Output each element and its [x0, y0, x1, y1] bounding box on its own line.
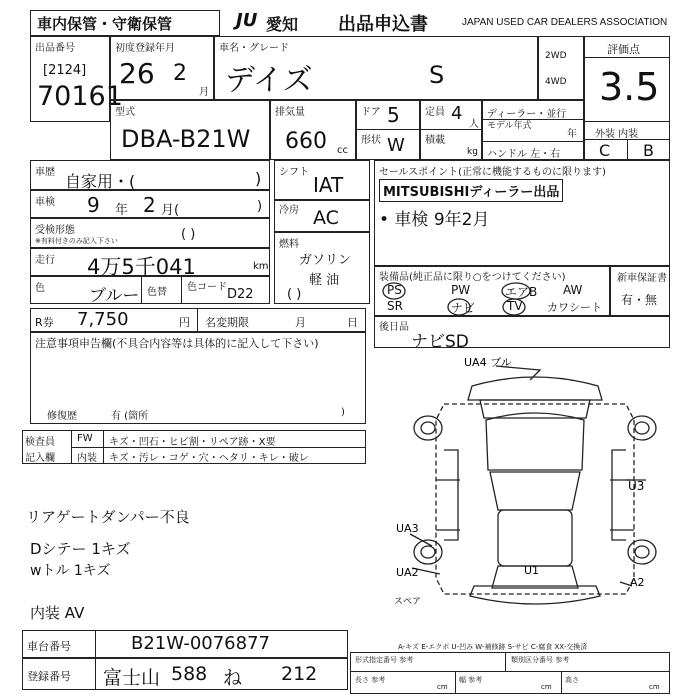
dealer-label: ディーラー・並行: [487, 109, 567, 120]
car-name-label: 車名・グレード: [219, 43, 289, 54]
equip-airbag: エアB: [505, 285, 538, 299]
mileage-label: 走行: [35, 255, 55, 266]
fuel-gas: ガソリン: [299, 253, 352, 268]
shape-value: W: [387, 135, 405, 156]
model-label: 型式: [115, 107, 135, 118]
diagram-label-right: U3: [628, 479, 645, 493]
car-name: デイズ: [225, 63, 313, 98]
recycle-value: 7,750: [77, 309, 129, 330]
equip-aw: AW: [563, 283, 583, 297]
interior-items: キズ・汚レ・コゲ・穴・ヘタリ・キレ・破レ: [109, 453, 309, 464]
association-name: JAPAN USED CAR DEALERS ASSOCIATION: [462, 17, 668, 28]
repair-label: 修復歴: [47, 411, 77, 422]
equip-tv: TV: [507, 299, 523, 313]
history-row: [30, 160, 270, 190]
car-damage-diagram: [394, 356, 670, 622]
ac-label: 冷房: [279, 205, 299, 216]
recycle-label: R券: [35, 316, 54, 329]
shaken-row: [30, 190, 270, 218]
diagram-label-left-mid: UA3: [396, 522, 419, 535]
length-unit: cm: [437, 683, 448, 691]
lot-small: [2124]: [43, 63, 87, 78]
chassis-number: B21W-0076877: [131, 633, 270, 654]
aftermarket-label: 後日品: [379, 322, 409, 333]
shift-label: シフト: [279, 167, 309, 178]
height-label: 高さ: [565, 676, 579, 684]
fuel-label: 燃料: [279, 239, 299, 250]
type-designation-label: 形式指定番号 参考: [355, 656, 414, 664]
equipment-label: 装備品(純正品に限り○をつけてください): [379, 272, 566, 283]
lot-number: 70161: [37, 81, 123, 112]
notes-label: 注意事項申告欄(不具合内容等は具体的に記入して下さい): [35, 337, 319, 350]
displacement-value: 660: [285, 129, 327, 154]
shaken-year-unit: 年: [115, 203, 129, 218]
ext-score: C: [599, 141, 611, 160]
model-year-unit: 年: [567, 129, 577, 140]
history-label: 車歴: [35, 167, 55, 178]
model-box: [110, 100, 270, 160]
ext-int-label: 外装 内装: [595, 129, 639, 140]
equip-leather: カワシート: [547, 301, 602, 314]
sales-point-label: セールスポイント(正常に機能するものに限ります): [379, 167, 606, 178]
note-tailgate: リアゲートダンパー不良: [26, 508, 190, 526]
car-grade: S: [429, 61, 445, 89]
color-change-label: 色替: [147, 287, 167, 298]
seats-value: 4: [451, 103, 463, 124]
warranty-label: 新車保証書: [617, 273, 667, 284]
model-year-label: モデル年式: [487, 121, 532, 131]
name-change-month: 月: [295, 316, 306, 329]
plate-region: 富士山: [103, 667, 161, 689]
plate-row: [22, 658, 348, 690]
fuel-box: [274, 232, 370, 304]
plate-number: 588: [171, 663, 208, 685]
diagram-label-center: U1: [524, 564, 540, 577]
inspector-label: 検査員: [25, 437, 55, 448]
first-reg-year: 26: [119, 57, 155, 90]
handle-label: ハンドル 左・右: [487, 149, 561, 160]
form-change-sublabel: ※有料付きのみ記入下さい: [35, 237, 118, 245]
door-shape-box: [356, 100, 420, 160]
mileage-row: [30, 248, 270, 279]
aftermarket-value: ナビSD: [411, 332, 469, 352]
score-value: 3.5: [599, 65, 660, 109]
shift-value: IAT: [313, 173, 344, 197]
door-label: ドア: [361, 107, 381, 118]
fuel-other: ( ): [287, 287, 302, 302]
plate-serial: 212: [281, 663, 318, 685]
form-title: 出品申込書: [338, 14, 428, 35]
displacement-box: [270, 100, 356, 160]
chassis-row: [22, 630, 348, 658]
shape-label: 形状: [361, 135, 381, 146]
name-change-label: 名変期限: [205, 316, 249, 329]
inspector-label-2: 記入欄: [25, 453, 55, 464]
fw-label: FW: [77, 433, 93, 444]
drive-2wd: 2WD: [545, 51, 567, 61]
load-unit: kg: [467, 147, 478, 157]
damage-legend: A-キズ E-エクボ U-凹み W-補修跡 S-サビ C-腐食 XX-交換済: [398, 643, 588, 651]
door-value: 5: [387, 103, 400, 127]
equip-ps: PS: [387, 283, 402, 297]
shaken-month: 2: [143, 193, 156, 217]
equip-pw: PW: [451, 283, 471, 297]
warranty-box: [610, 266, 670, 316]
int-score: B: [643, 141, 654, 160]
first-reg-month-unit: 月: [199, 87, 209, 98]
color-code: D22: [227, 287, 254, 302]
first-reg-label: 初度登録年月: [115, 43, 175, 54]
first-reg-box: [110, 36, 214, 100]
mileage-unit: km: [253, 261, 269, 272]
spec-footer-table: [350, 652, 670, 694]
form-change-paren: ( ): [181, 227, 196, 242]
car-name-box: [214, 36, 538, 100]
chassis-label: 車台番号: [27, 640, 71, 653]
seats-box: [420, 100, 482, 160]
diagram-label-top: UA4 ブル: [464, 356, 512, 369]
repair-value: 有 (箇所: [111, 411, 149, 422]
displacement-unit: cc: [337, 145, 348, 156]
score-box: [584, 36, 670, 160]
equip-sr: SR: [387, 299, 403, 313]
color-code-label: 色コード: [187, 282, 227, 293]
model-code: DBA-B21W: [121, 125, 251, 153]
seats-unit: 人: [469, 119, 479, 130]
diagram-label-right-low: A2: [630, 576, 645, 589]
sales-point-box: [374, 160, 670, 266]
ju-logo: JU: [236, 10, 258, 31]
category-label: 類別区分番号 参考: [511, 656, 570, 664]
mileage-value: 4万5千041: [87, 255, 196, 279]
shift-box: [274, 160, 370, 200]
dealer-box: [482, 100, 584, 160]
history-close: ): [255, 169, 262, 188]
drive-4wd: 4WD: [545, 77, 567, 87]
note-w-damage: wトル 1キズ: [30, 563, 111, 579]
plate-kana: ね: [223, 667, 243, 689]
width-label: 幅 参考: [459, 676, 483, 684]
recycle-unit: 円: [179, 316, 190, 329]
shaken-close: ): [257, 199, 263, 214]
ac-box: [274, 200, 370, 232]
score-label: 評価点: [607, 43, 640, 56]
height-unit: cm: [649, 683, 660, 691]
note-interior: 内装 AV: [30, 604, 85, 622]
repair-close: ): [341, 407, 345, 418]
dealer-badge: MITSUBISHIディーラー出品: [379, 179, 563, 202]
name-change-day: 日: [347, 316, 358, 329]
equipment-box: [374, 266, 610, 316]
first-reg-month: 2: [173, 61, 187, 86]
color-label: 色: [35, 283, 45, 294]
plate-label: 登録番号: [27, 670, 71, 683]
recycle-row: [30, 308, 366, 332]
drive-box: [538, 36, 584, 100]
equipment-circles: [375, 267, 611, 317]
shaken-year: 9: [87, 193, 100, 217]
color-value: ブルー: [89, 286, 140, 306]
org-name: 愛知: [266, 15, 299, 34]
notes-box: [30, 332, 366, 424]
fuel-diesel: 軽 油: [309, 273, 340, 288]
aftermarket-box: [374, 316, 670, 352]
form-change-row: [30, 218, 270, 248]
form-change-label: 受検形態: [35, 225, 75, 236]
seats-label: 定員: [425, 107, 445, 118]
storage-banner: [30, 10, 220, 36]
shaken-label: 車検: [35, 197, 55, 208]
load-label: 積載: [425, 135, 445, 146]
displacement-label: 排気量: [275, 107, 305, 118]
shaken-month-unit: 月(: [161, 203, 180, 218]
length-label: 長さ 参考: [355, 676, 386, 684]
fw-items: キズ・凹石・ヒビ割・リペア跡・X要: [109, 437, 276, 448]
interior-label: 内装: [77, 453, 97, 464]
lot-label: 出品番号: [35, 43, 75, 54]
note-d-damage: Dシテー 1キズ: [30, 540, 131, 558]
lot-box: [30, 36, 123, 122]
ac-value: AC: [313, 207, 339, 229]
inspector-box: [22, 430, 366, 464]
equip-navi: ナビ: [451, 301, 476, 315]
sales-note: • 車検 9年2月: [379, 210, 490, 230]
spare-label: スペア: [394, 597, 422, 607]
warranty-value: 有・無: [621, 293, 658, 307]
color-row: [30, 276, 270, 304]
storage-title: 車内保管・守衛保管: [37, 15, 173, 33]
history-value: 自家用・(: [65, 172, 136, 191]
diagram-label-left-low: UA2: [396, 566, 419, 579]
width-unit: cm: [541, 683, 552, 691]
